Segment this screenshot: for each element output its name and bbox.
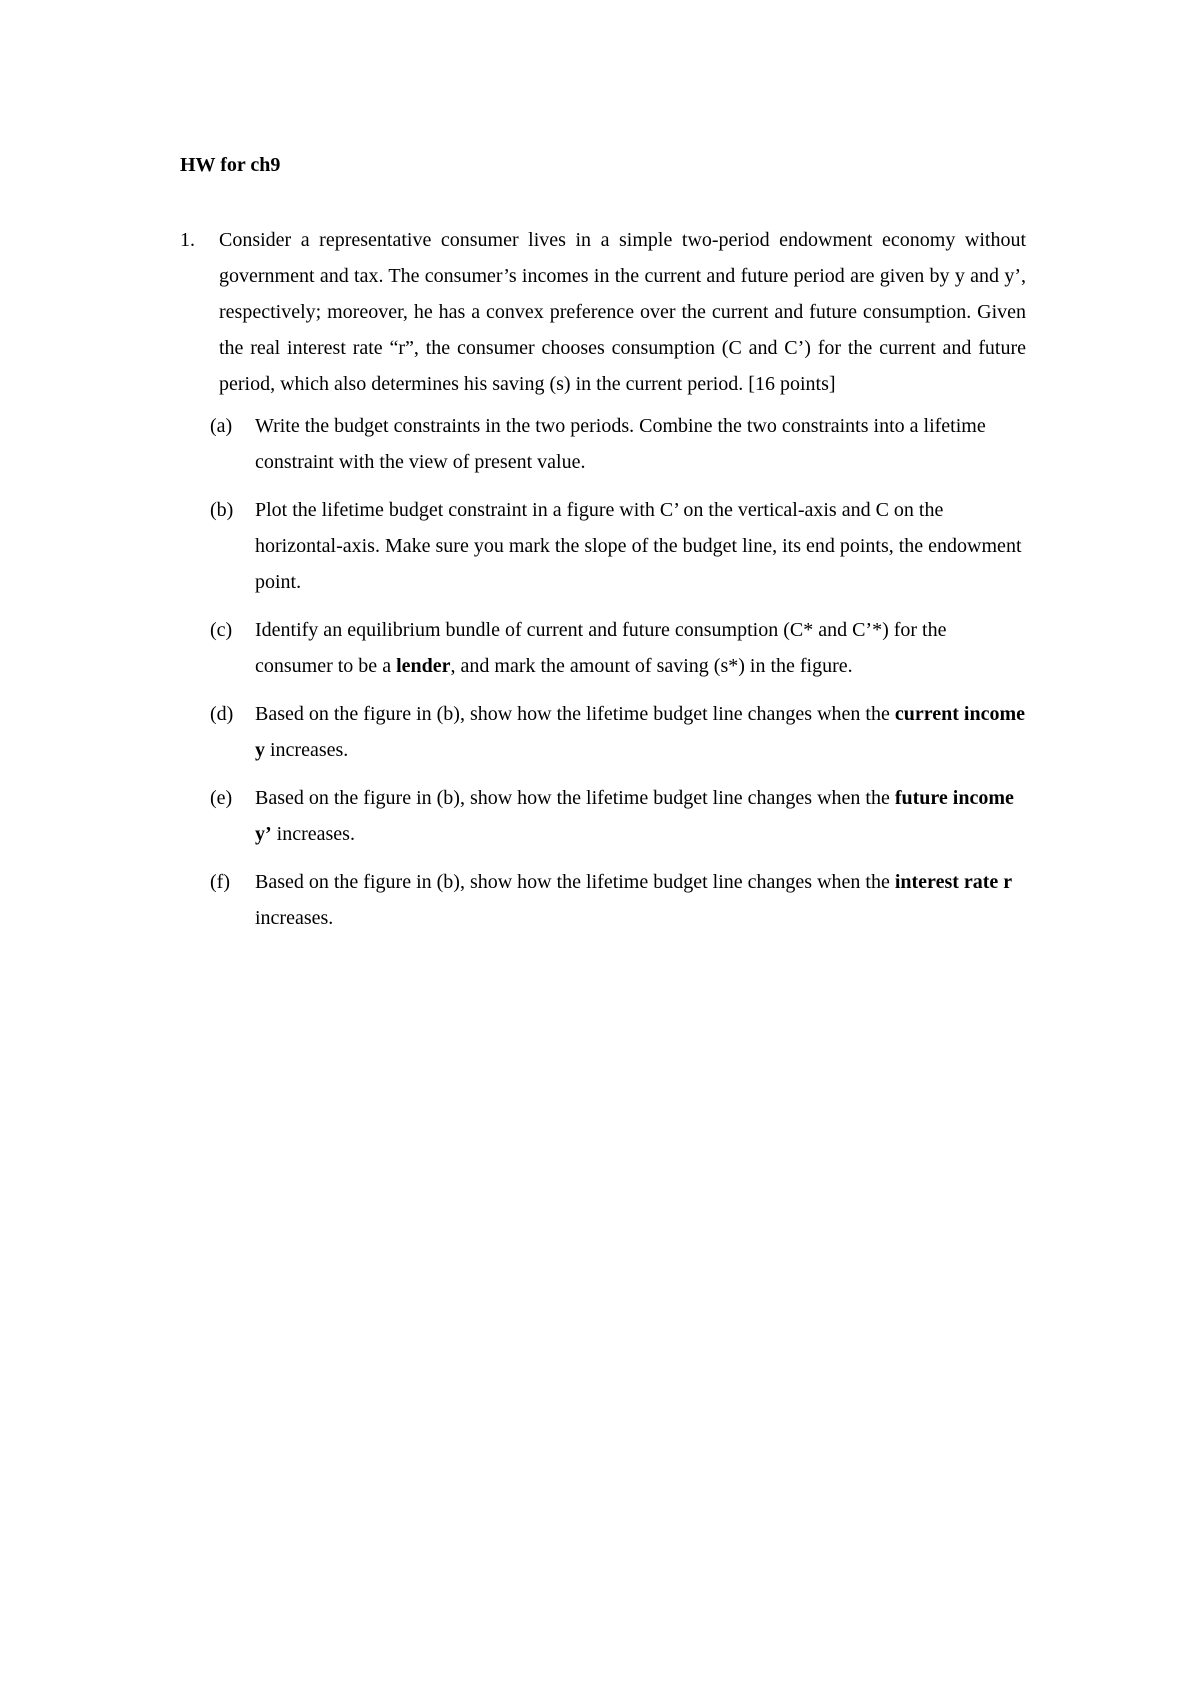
document-title: HW for ch9: [180, 154, 281, 176]
question-text: Consider a representative consumer lives in a simple two-period endowment economy without government and tax. The consumer’s incomes in the current and future period are given by y and y’, respectively; moreover, he has a convex preference over the current and future consumption. Given the real interest rate “r”, the consumer chooses consumption (C and C’) for the current and future period, which also determines his saving (s) in the current period. [16 points]: [219, 229, 1026, 395]
emphasized-term: future income y’: [255, 787, 1014, 845]
sub-question-label: (d): [210, 703, 234, 725]
sub-question-text: [255, 696, 1026, 768]
sub-question-text: [255, 612, 1026, 684]
sub-question-text: [255, 864, 1026, 936]
sub-question-label: (b): [210, 499, 234, 521]
emphasized-term: current income y: [255, 703, 1025, 761]
sub-question-text: Write the budget constraints in the two periods. Combine the two constraints into a lifetime constraint with the view of present value.: [255, 415, 986, 473]
text-segment: increases.: [265, 739, 349, 761]
sub-question-list: [210, 408, 1026, 936]
question-1: [180, 222, 1026, 948]
text-segment: increases.: [271, 823, 355, 845]
sub-question-label: (a): [210, 415, 233, 437]
sub-question-label: (f): [210, 871, 230, 893]
sub-question-text: Plot the lifetime budget constraint in a figure with C’ on the vertical-axis and C on the horizontal-axis. Make sure you mark the slope of the budget line, its end points, the endowment point.: [255, 499, 1022, 593]
question-number: 1.: [180, 229, 195, 251]
text-segment: Based on the figure in (b), show how the lifetime budget line changes when the: [255, 703, 895, 725]
text-segment: , and mark the amount of saving (s*) in the figure.: [450, 655, 853, 677]
sub-question-e: [210, 780, 1026, 852]
sub-question-f: [210, 864, 1026, 936]
sub-question-d: [210, 696, 1026, 768]
sub-question-label: (e): [210, 787, 233, 809]
text-segment: Based on the figure in (b), show how the lifetime budget line changes when the: [255, 787, 895, 809]
text-segment: Identify an equilibrium bundle of current and future consumption (C* and C’*) for the consumer to be a: [255, 619, 947, 677]
sub-question-text: [255, 780, 1026, 852]
emphasized-term: interest rate r: [894, 871, 1013, 893]
text-segment: increases.: [255, 907, 334, 929]
text-segment: Based on the figure in (b), show how the lifetime budget line changes when the: [255, 871, 895, 893]
emphasized-term: lender: [396, 655, 451, 677]
sub-question-label: (c): [210, 619, 233, 641]
sub-question-b: [210, 492, 1026, 600]
sub-question-c: [210, 612, 1026, 684]
sub-question-a: [210, 408, 1026, 480]
